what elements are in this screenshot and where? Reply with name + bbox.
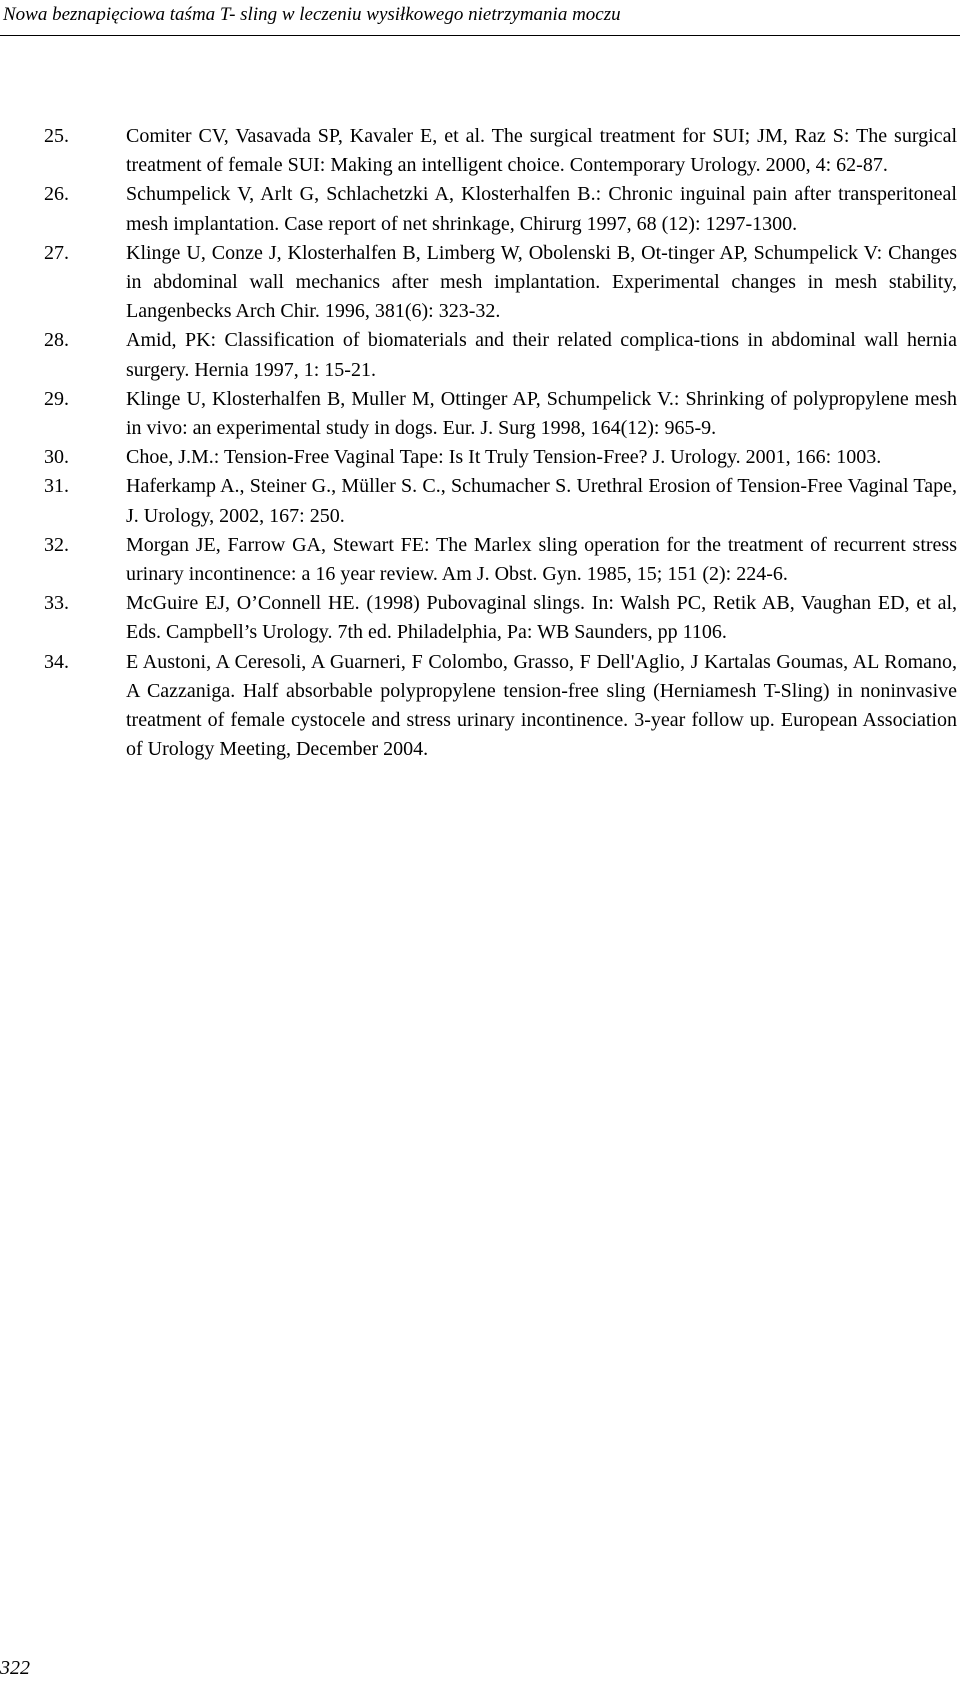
reference-item xyxy=(0,385,960,443)
reference-item xyxy=(0,180,960,238)
reference-item xyxy=(0,648,960,765)
reference-text: McGuire EJ, O’Connell HE. (1998) Pubovaginal slings. In: Walsh PC, Retik AB, Vaughan ED, et al, Eds. Campbell’s Urology. 7th ed. Philadelphia, Pa: WB Saunders, pp 1106. xyxy=(126,592,957,644)
reference-item xyxy=(0,443,960,472)
reference-text: Schumpelick V, Arlt G, Schlachetzki A, Klosterhalfen B.: Chronic inguinal pain after transperitoneal mesh implantation. Case report of net shrinkage, Chirurg 1997, 68 (12): 1297-1300. xyxy=(126,183,957,235)
reference-number: 29. xyxy=(44,387,69,410)
reference-number: 28. xyxy=(44,329,69,352)
reference-number: 31. xyxy=(44,475,69,498)
reference-text: Amid, PK: Classification of biomaterials and their related complica-tions in abdominal wall hernia surgery. Hernia 1997, 1: 15-21. xyxy=(126,329,957,381)
header-divider xyxy=(0,35,960,36)
reference-item xyxy=(0,589,960,647)
reference-item xyxy=(0,531,960,589)
reference-number: 32. xyxy=(44,533,69,556)
reference-text: Comiter CV, Vasavada SP, Kavaler E, et al. The surgical treatment for SUI; JM, Raz S: The surgical treatment of female SUI: Making an intelligent choice. Contemporary Urology. 2000, 4: 62-87. xyxy=(126,125,957,177)
reference-text: Klinge U, Conze J, Klosterhalfen B, Limberg W, Obolenski B, Ot-tinger AP, Schumpelick V: Changes in abdominal wall mechanics after mesh implantation. Experimental changes in mesh stability, Langenbecks Arch Chir. 1996, 381(6): 323-32. xyxy=(126,241,957,323)
reference-number: 34. xyxy=(44,650,69,673)
running-header: Nowa beznapięciowa taśma T- sling w leczeniu wysiłkowego nietrzymania moczu xyxy=(3,4,621,25)
reference-text: Haferkamp A., Steiner G., Müller S. C., Schumacher S. Urethral Erosion of Tension-Free Vaginal Tape, J. Urology, 2002, 167: 250. xyxy=(126,475,957,527)
page-number: 322 xyxy=(0,1657,30,1679)
reference-number: 27. xyxy=(44,241,69,264)
reference-text: Choe, J.M.: Tension-Free Vaginal Tape: Is It Truly Tension-Free? J. Urology. 2001, 166: 1003. xyxy=(126,446,882,469)
reference-item xyxy=(0,122,960,180)
reference-number: 33. xyxy=(44,592,69,615)
reference-number: 30. xyxy=(44,446,69,469)
reference-text: E Austoni, A Ceresoli, A Guarneri, F Colombo, Grasso, F Dell'Aglio, J Kartalas Goumas, AL Romano, A Cazzaniga. Half absorbable polypropylene tension-free sling (Herniamesh T-Sling) in noninvasive treatment of female cystocele and stress urinary incontinence. 3-year follow up. European Association of Urology Meeting, December 2004. xyxy=(126,650,957,761)
reference-item xyxy=(0,239,960,327)
reference-text: Morgan JE, Farrow GA, Stewart FE: The Marlex sling operation for the treatment of recurrent stress urinary incontinence: a 16 year review. Am J. Obst. Gyn. 1985, 15; 151 (2): 224-6. xyxy=(126,533,957,586)
reference-number: 25. xyxy=(44,125,69,147)
reference-text: Klinge U, Klosterhalfen B, Muller M, Ottinger AP, Schumpelick V.: Shrinking of polypropylene mesh in vivo: an experimental study in dogs. Eur. J. Surg 1998, 164(12): 965-9. xyxy=(126,387,957,440)
reference-number: 26. xyxy=(44,183,69,206)
reference-item xyxy=(0,472,960,530)
reference-list xyxy=(0,122,960,764)
reference-item xyxy=(0,326,960,384)
